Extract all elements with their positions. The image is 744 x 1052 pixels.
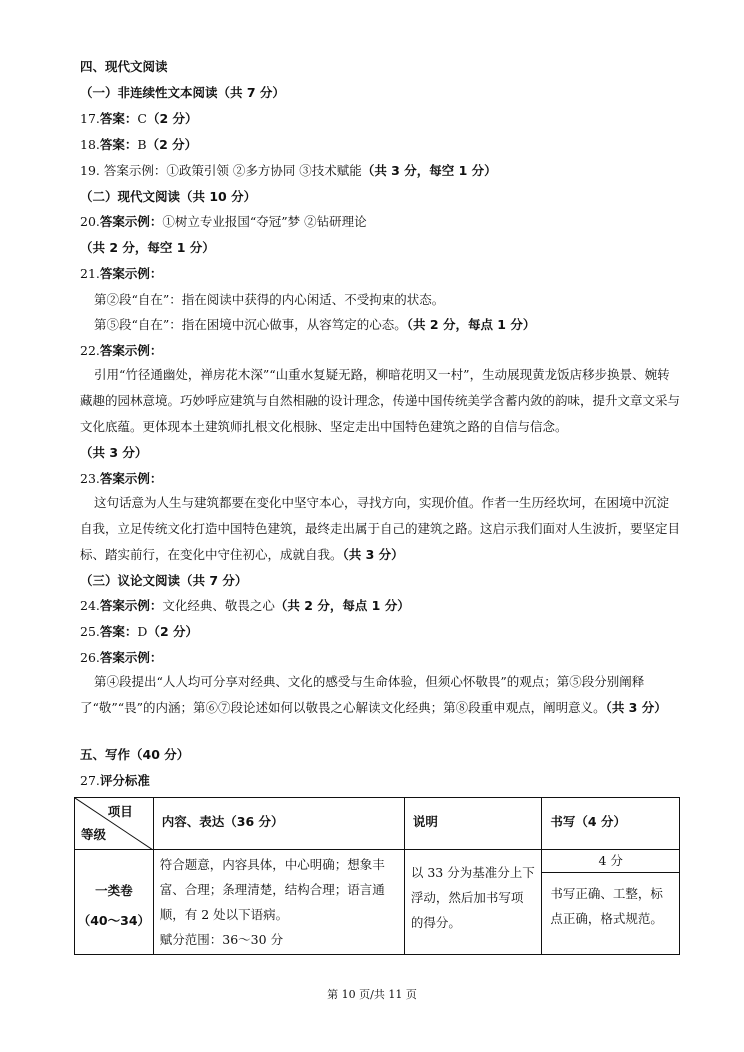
- rubric-header-row: [75, 798, 680, 850]
- explain-cell: 以 33 分为基准分上下浮动，然后加书写项的得分。: [404, 850, 542, 955]
- diagonal-header-cell: [75, 798, 154, 850]
- q22-paragraph: 引用“竹径通幽处，禅房花木深”“山重水复疑无路，柳暗花明又一村”，生动展现黄龙饭店移步换景、婉转藏趣的园林意境。巧妙呼应建筑与自然相融的设计理念，传递中国传统美学含蓄内敛的韵味，提升文章文采与文化底蕴。更体现本土建筑师扎根文化根脉、坚定走出中国特色建筑之路的自信与信念。: [80, 367, 681, 434]
- scoring-rubric-table: [74, 797, 680, 955]
- q23-header: 23.答案示例：: [80, 471, 163, 486]
- header-content: 内容、表达（36 分）: [153, 798, 404, 850]
- content-cell: 符合题意，内容具体，中心明确；想象丰富、合理；条理清楚，结构合理；语言通顺，有 2 处以下语病。 赋分范围：36～30 分: [153, 850, 404, 955]
- q27-header: 27.评分标准: [80, 773, 150, 788]
- q24-answer: 24.答案示例：文化经典、敬畏之心（共 2 分，每点 1 分）: [80, 598, 410, 613]
- q21-line-2: 第⑤段“自在”：指在困境中沉心做事，从容笃定的心态。（共 2 分，每点 1 分）: [94, 317, 536, 332]
- header-explain: 说明: [404, 798, 542, 850]
- q18-answer: 18.答案：B（2 分）: [80, 137, 198, 152]
- writing-score: 4 分: [542, 850, 679, 873]
- q17-answer: 17.答案：C（2 分）: [80, 111, 198, 126]
- header-writing: 书写（4 分）: [542, 798, 680, 850]
- q21-header: 21.答案示例：: [80, 266, 163, 281]
- header-item: 项目: [107, 804, 133, 819]
- q22-header: 22.答案示例：: [80, 343, 163, 358]
- page-footer: 第 10 页/共 11 页: [327, 988, 417, 1001]
- q22-score: （共 3 分）: [80, 445, 148, 460]
- section-4-title: 四、现代文阅读: [80, 59, 168, 74]
- section-4-1-title: （一）非连续性文本阅读（共 7 分）: [80, 85, 285, 100]
- q26-paragraph: 第④段提出“人人均可分享对经典、文化的感受与生命体验，但须心怀敬畏”的观点；第⑤段分别阐释了“敬”“畏”的内涵；第⑥⑦段论述如何以敬畏之心解读文化经典；第⑧段重申观点，阐明意义。（共 3 分）: [80, 674, 667, 715]
- section-4-2-title: （二）现代文阅读（共 10 分）: [80, 189, 257, 204]
- rubric-row-grade-1: [75, 850, 680, 955]
- grade-cell: 一类卷 （40～34）: [75, 850, 154, 955]
- section-5-title: 五、写作（40 分）: [80, 747, 190, 762]
- q26-header: 26.答案示例：: [80, 650, 163, 665]
- q20-answer: 20.答案示例：①树立专业报国“夺冠”梦 ②钻研理论: [80, 214, 367, 229]
- q19-answer: 19. 答案示例：①政策引领 ②多方协同 ③技术赋能（共 3 分，每空 1 分）: [80, 163, 497, 178]
- q25-answer: 25.答案：D（2 分）: [80, 624, 198, 639]
- writing-desc: 书写正确、工整，标点正确，格式规范。: [550, 886, 663, 926]
- q23-paragraph: 这句话意为人生与建筑都要在变化中坚守本心，寻找方向，实现价值。作者一生历经坎坷，在困境中沉淀自我，立足传统文化打造中国特色建筑，最终走出属于自己的建筑之路。这启示我们面对人生波折，要坚定目标、踏实前行，在变化中守住初心，成就自我。（共 3 分）: [80, 495, 681, 562]
- writing-cell: [542, 850, 680, 955]
- header-grade: 等级: [81, 827, 107, 842]
- section-4-3-title: （三）议论文阅读（共 7 分）: [80, 573, 248, 588]
- q21-line-1: 第②段“自在”：指在阅读中获得的内心闲适、不受拘束的状态。: [94, 292, 445, 307]
- q20-score: （共 2 分，每空 1 分）: [80, 240, 215, 255]
